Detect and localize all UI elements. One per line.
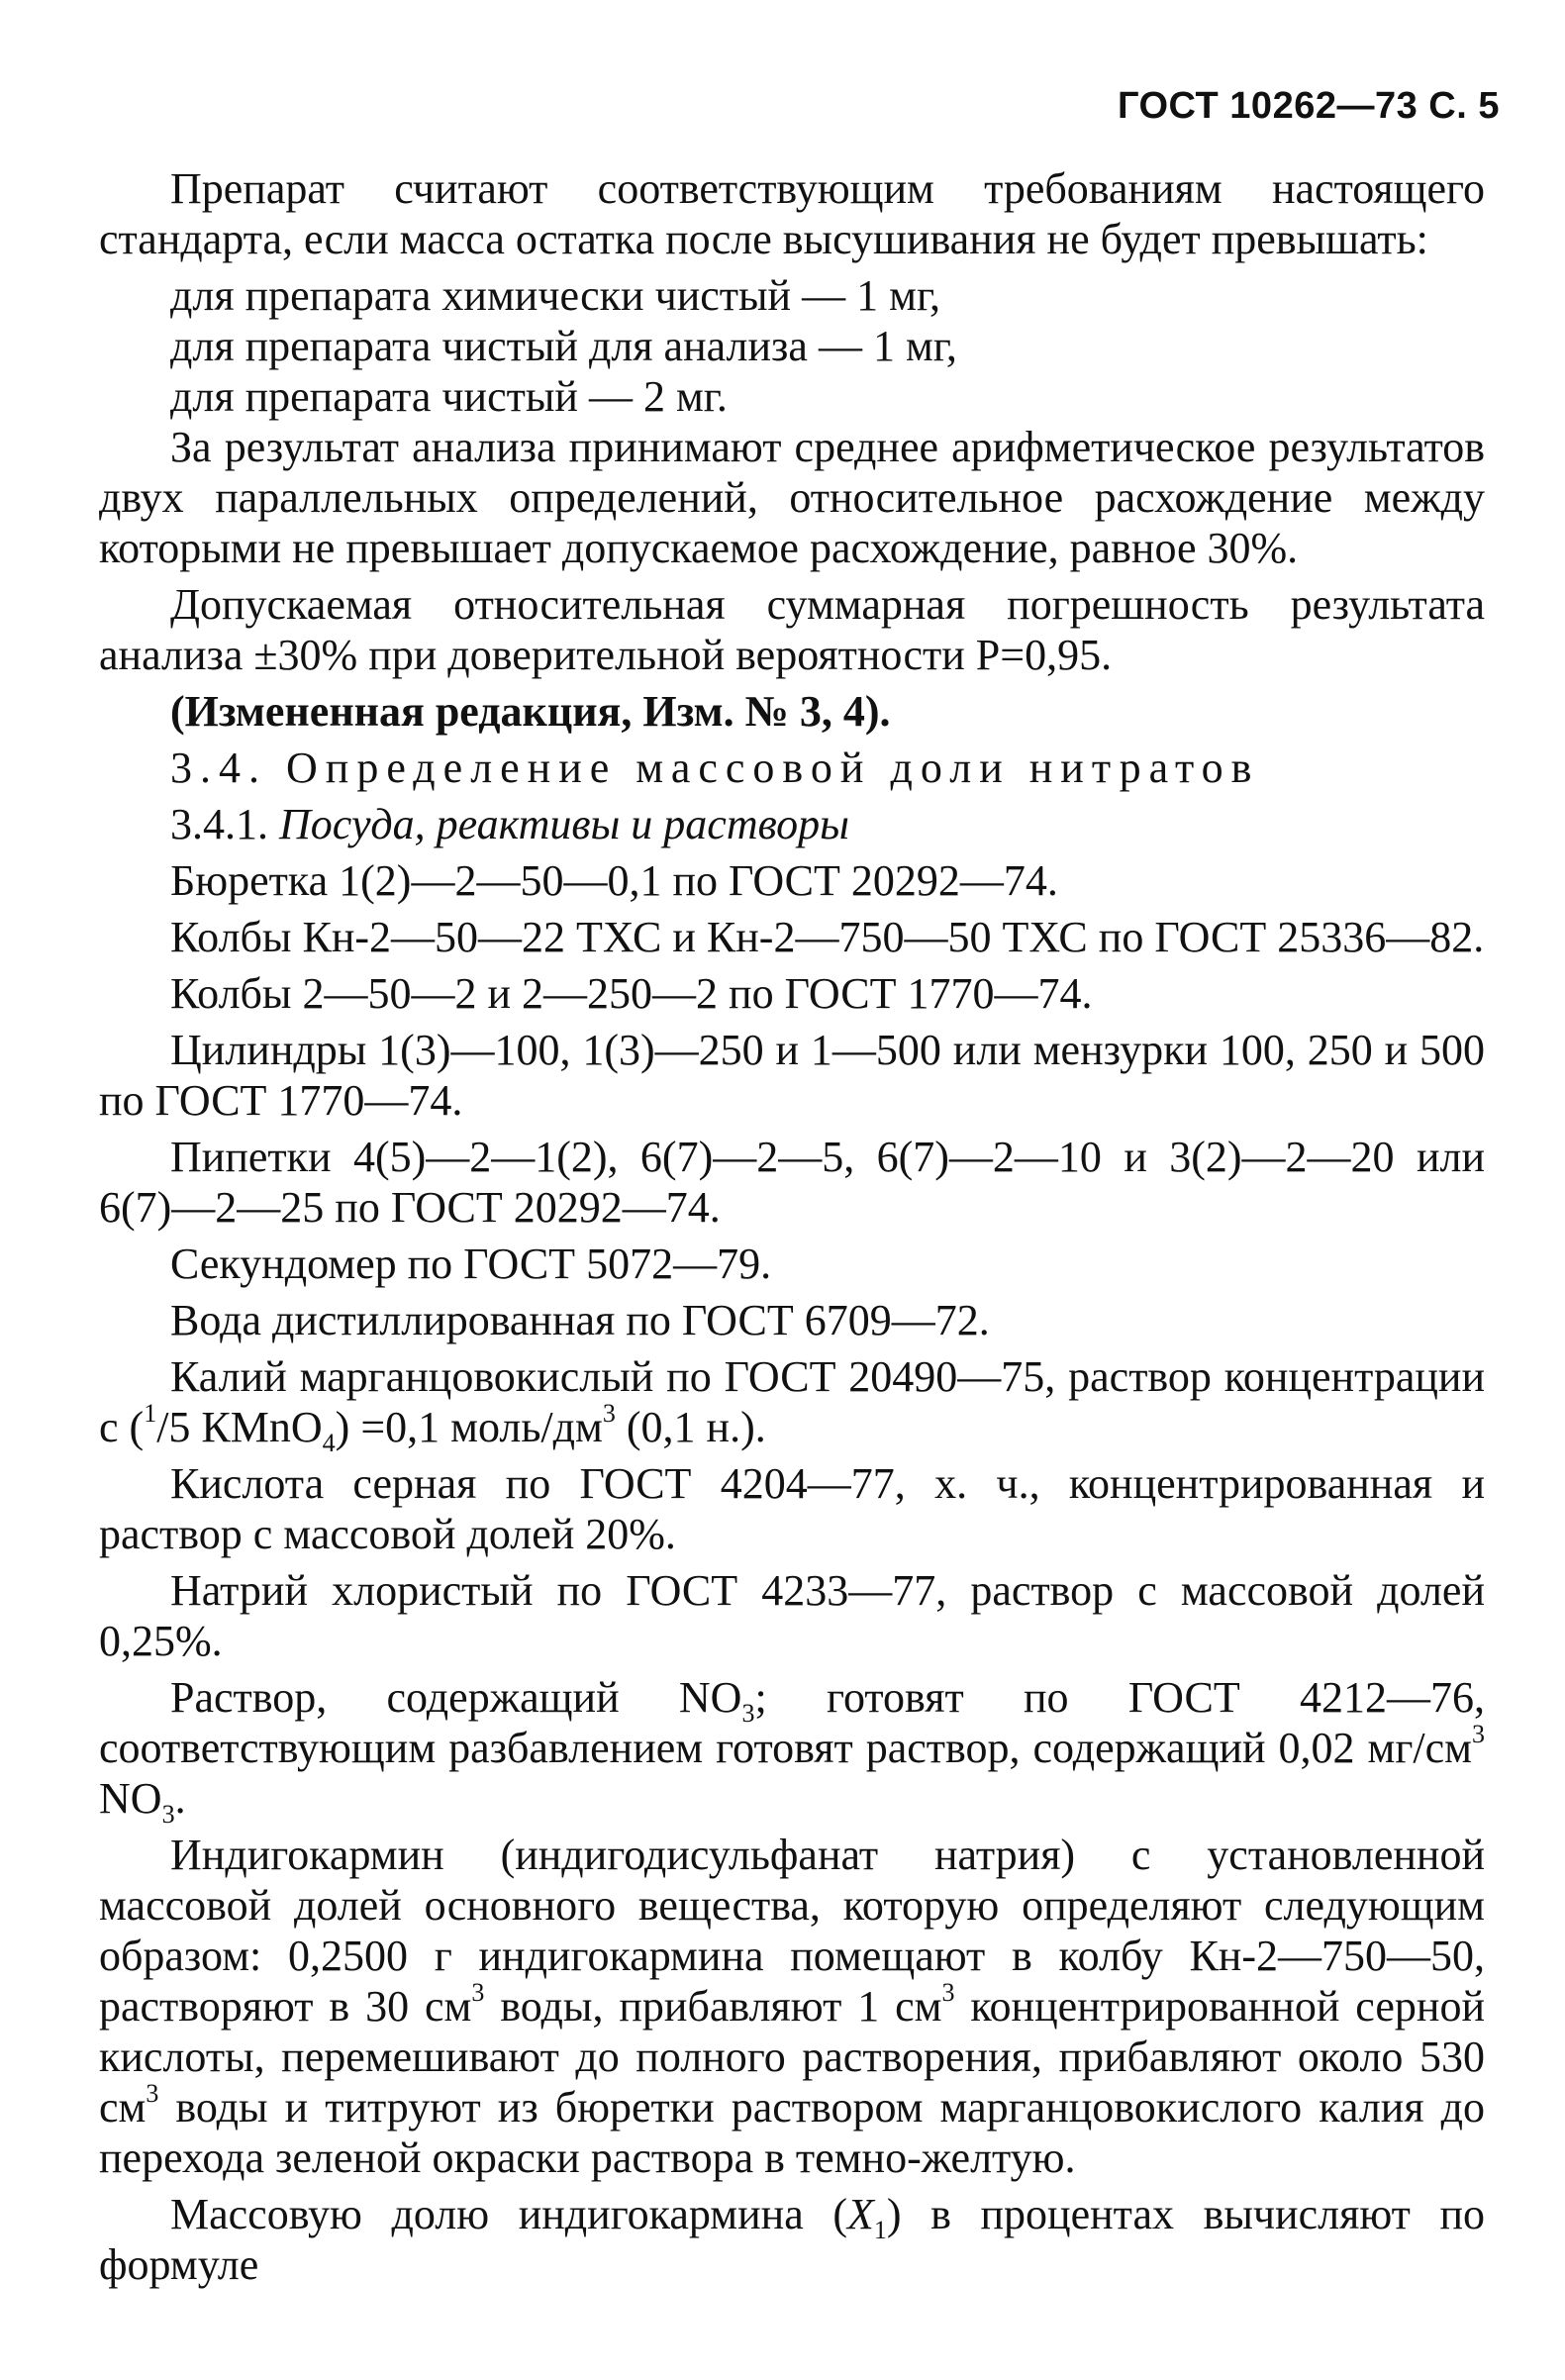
amendment-note: (Измененная редакция, Изм. № 3, 4). <box>170 687 891 736</box>
text-run: ; готовят по ГОСТ 4212—76, соответствующим разбавлением готовят раствор, содержащий 0,02 мг/см <box>99 1673 1485 1772</box>
superscript: 3 <box>1472 1720 1485 1749</box>
paragraph-item: Кислота серная по ГОСТ 4204—77, х. ч., концентрированная и раствор с массовой долей 20%. <box>99 1459 1485 1558</box>
text-run: Индигокармин (индигодисульфанат натрия) с установленной массовой долей основного вещества, которую определяют следующим образом: 0,2500 г индигокармина помещают в колбу Кн-2—750—50, растворяют в 30 см <box>99 1831 1485 2031</box>
text-run: ) в процентах вычисляют по формуле <box>99 2190 1485 2289</box>
superscript: 3 <box>471 1978 485 2008</box>
subsection-number: 3.4.1. <box>170 800 279 848</box>
subsection-title: Посуда, реактивы и растворы <box>279 800 849 848</box>
text-run: NO <box>99 1774 162 1823</box>
page-header: ГОСТ 10262—73 С. 5 <box>1117 85 1500 127</box>
section-heading: 3.4. Определение массовой доли нитратов <box>170 744 1260 792</box>
paragraph-nitrate-solution <box>99 1672 1485 1829</box>
paragraph-requirements: Препарат считают соответствующим требованиям настоящего стандарта, если масса остатка после высушивания не будет превышать: <box>99 164 1485 263</box>
superscript: 3 <box>602 1399 616 1429</box>
subsection-heading <box>99 799 1485 849</box>
paragraph-item: Вода дистиллированная по ГОСТ 6709—72. <box>170 1296 990 1344</box>
paragraph-formula-intro <box>99 2189 1485 2290</box>
paragraph-error: Допускаемая относительная суммарная погрешность результата анализа ±30% при доверительной вероятности Р=0,95. <box>99 580 1485 679</box>
text-run: (0,1 н.). <box>615 1403 766 1451</box>
document-body <box>99 163 1485 2296</box>
text-run: концентрированной серной кислоты, перемешивают до полного растворения, прибавляют около 530 см <box>99 1982 1485 2132</box>
text-run: Калий марганцовокислый по ГОСТ 20490—75, раствор концентрации с ( <box>99 1352 1485 1451</box>
subscript: 1 <box>873 2215 887 2244</box>
text-run: ) =0,1 моль/дм <box>335 1403 603 1451</box>
paragraph-item: Колбы 2—50—2 и 2—250—2 по ГОСТ 1770—74. <box>170 969 1093 1018</box>
subscript: 3 <box>741 1698 755 1728</box>
variable: X <box>846 2190 874 2238</box>
paragraph-item: Цилиндры 1(3)—100, 1(3)—250 и 1—500 или мензурки 100, 250 и 500 по ГОСТ 1770—74. <box>99 1026 1485 1125</box>
text-run: . <box>174 1774 186 1823</box>
text-run: воды, прибавляют 1 см <box>484 1982 942 2031</box>
text-run: Раствор, содержащий NO <box>170 1673 742 1722</box>
subscript: 3 <box>161 1799 175 1829</box>
text-run: /5 КMnO <box>156 1403 323 1451</box>
paragraph-item: Пипетки 4(5)—2—1(2), 6(7)—2—5, 6(7)—2—10 и 3(2)—2—20 или 6(7)—2—25 по ГОСТ 20292—74. <box>99 1133 1485 1232</box>
list-item: для препарата чистый — 2 мг. <box>170 372 728 421</box>
paragraph-item: Секундомер по ГОСТ 5072—79. <box>170 1240 772 1288</box>
list-item: для препарата химически чистый — 1 мг, <box>170 271 941 320</box>
paragraph-item: Натрий хлористый по ГОСТ 4233—77, раствор с массовой долей 0,25%. <box>99 1566 1485 1665</box>
text-run: Массовую долю индигокармина ( <box>170 2190 847 2238</box>
text-run: воды и титруют из бюретки раствором марганцовокислого калия до перехода зеленой окраски раствора в темно-желтую. <box>99 2083 1485 2182</box>
subscript: 4 <box>322 1428 336 1457</box>
paragraph-permanganate <box>99 1351 1485 1457</box>
superscript: 3 <box>146 2079 159 2109</box>
superscript: 3 <box>941 1978 955 2008</box>
paragraph-item: Бюретка 1(2)—2—50—0,1 по ГОСТ 20292—74. <box>170 856 1058 905</box>
superscript: 1 <box>144 1399 157 1429</box>
paragraph-indigocarmine <box>99 1830 1485 2183</box>
paragraph-result: За результат анализа принимают среднее арифметическое результатов двух параллельных определений, относительное расхождение между которыми не превышает допускаемое расхождение, равное 30%. <box>99 423 1485 572</box>
paragraph-item: Колбы Кн-2—50—22 ТХС и Кн-2—750—50 ТХС по ГОСТ 25336—82. <box>170 913 1485 961</box>
list-item: для препарата чистый для анализа — 1 мг, <box>170 322 957 370</box>
